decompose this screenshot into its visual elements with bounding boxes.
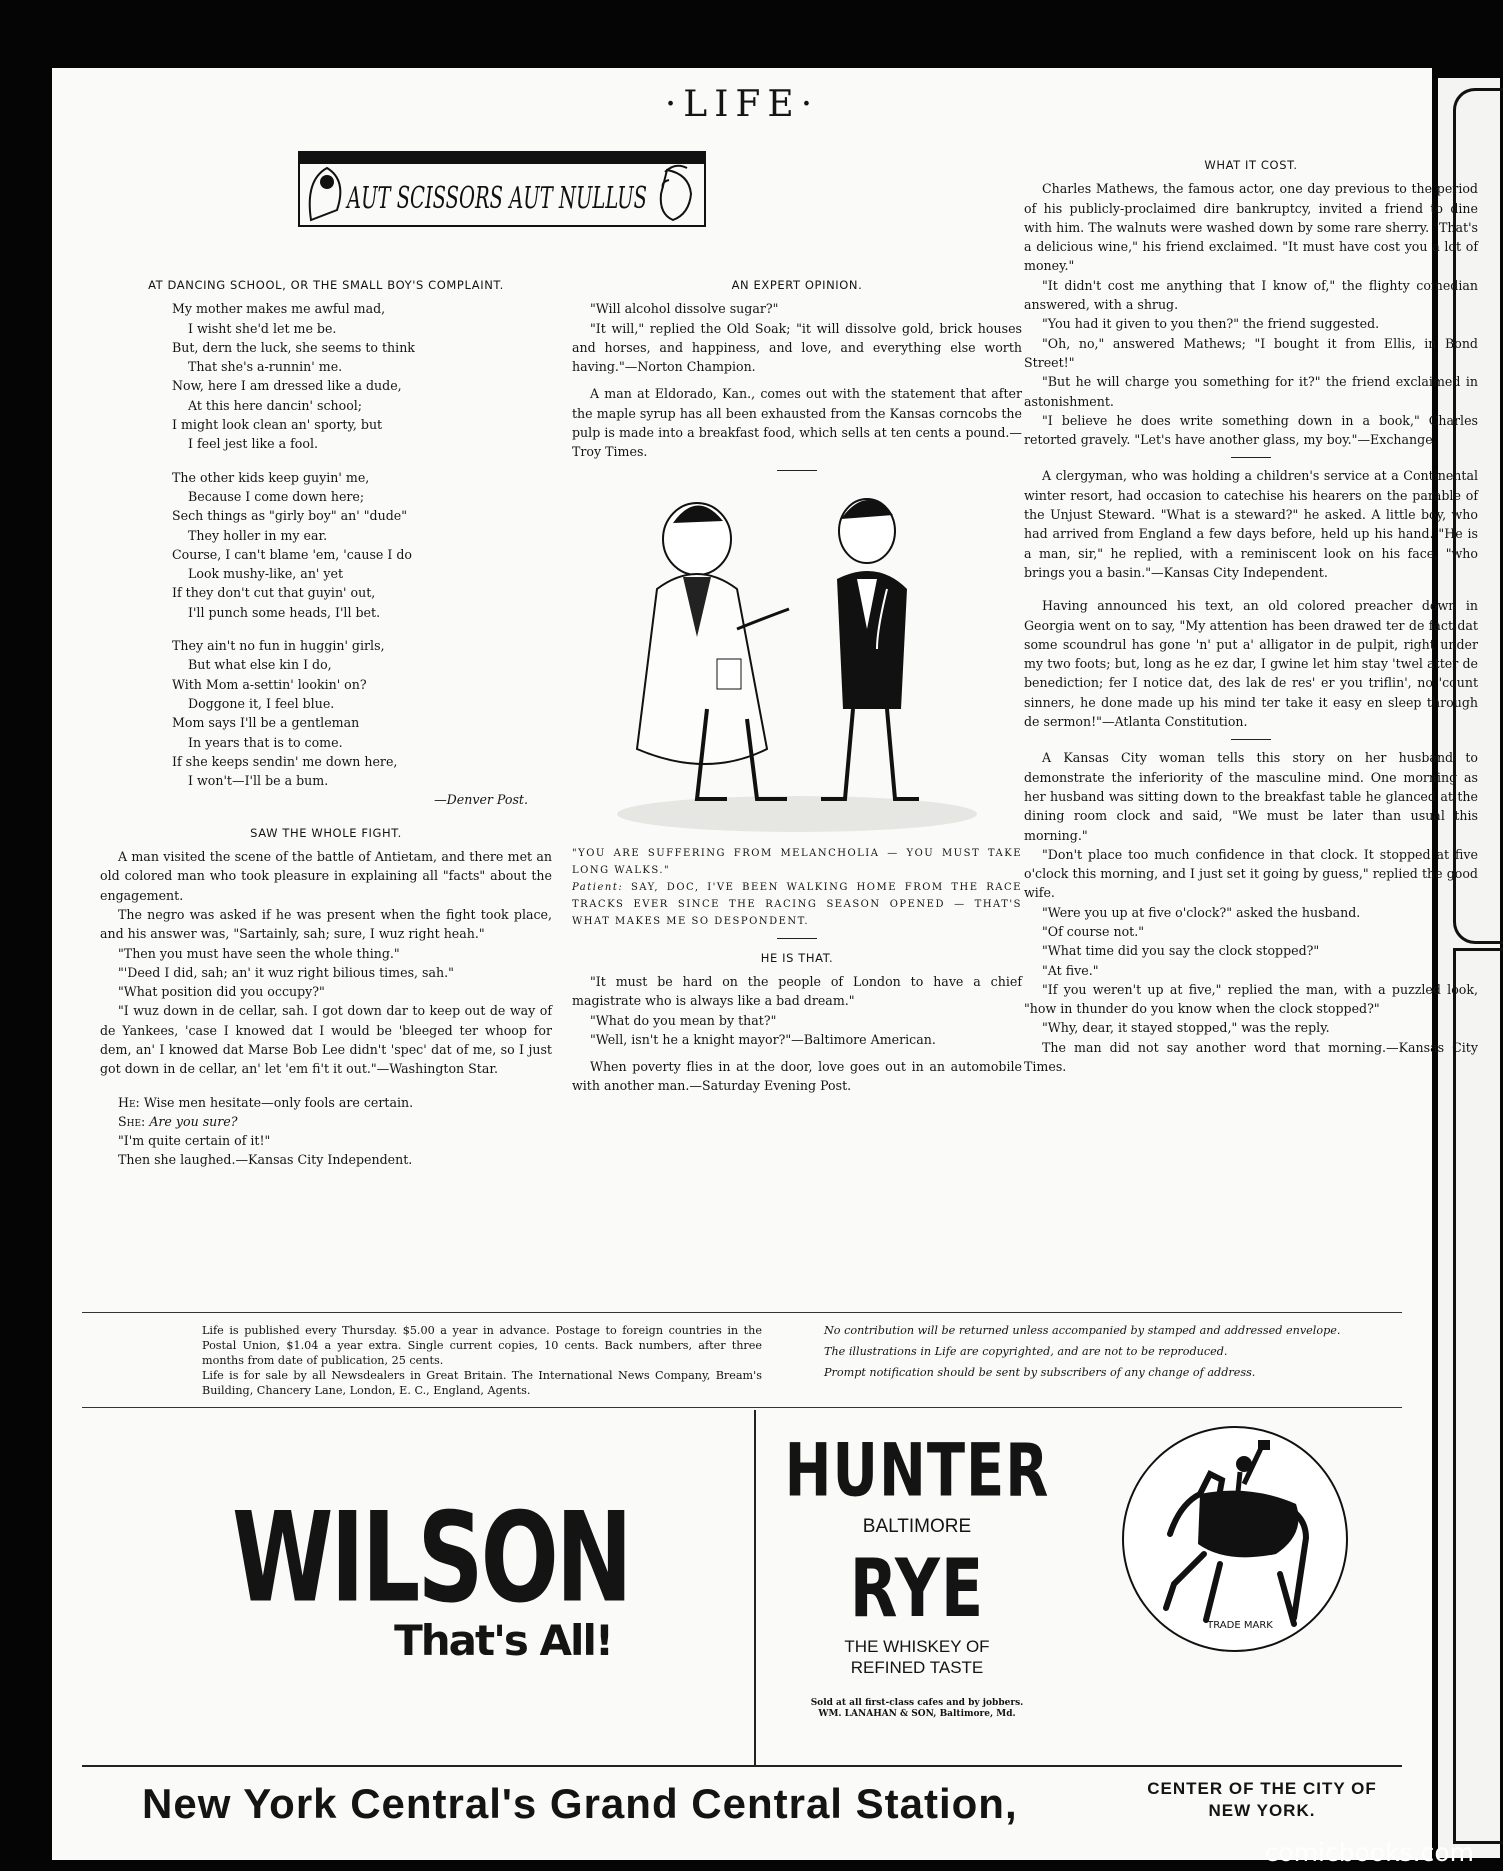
hunter-rye: RYE <box>849 1540 985 1636</box>
poem-line: In years that is to come. <box>188 734 343 750</box>
hunter-sold: Sold at all first-class cafes and by jobbers. WM. LANAHAN & SON, Baltimore, Md. <box>810 1698 1024 1719</box>
paragraph: A clergyman, who was holding a children's service at a Continental winter resort, had occasion to catechise his hearers on the parable of the Unjust Steward. "What is a steward?" he asked. A little boy, who had arrived from England a few days before, held up his hand. "He is a man, sir," he replied, with a reminiscent look on his face, "who brings you a basin."—Kansas City Independent. <box>1024 468 1478 580</box>
paragraph: Charles Mathews, the famous actor, one day previous to the period of his publicly-proclaimed dire bankruptcy, invited a friend to dine with him. The walnuts were washed down by some rare sherry. "That's a delicious wine," his friend exclaimed. "It must have cost you a lot of money." <box>1024 181 1478 274</box>
nyc-headline: New York Central's Grand Central Station, <box>142 1780 1018 1827</box>
paragraph: "'Deed I did, sah; an' it wuz right bilious times, sah." <box>118 964 454 980</box>
poem-line: But, dern the luck, she seems to think <box>172 339 415 355</box>
cartoon-illustration <box>587 479 1007 839</box>
poem-stanza-1 <box>100 299 552 453</box>
poem-line: If she keeps sendin' me down here, <box>172 753 398 769</box>
hunter-title: HUNTER <box>784 1429 1050 1514</box>
caption-patient: Patient: SAY, DOC, I'VE BEEN WALKING HOME FROM THE RACE TRACKS EVER SINCE THE RACING SEASON OPENED — THAT'S WHAT MAKES ME SO DESPONDENT. <box>572 881 1022 927</box>
paragraph: "Well, isn't he a knight mayor?"—Baltimore American. <box>590 1031 936 1047</box>
poem-line: Look mushy-like, an' yet <box>188 566 344 582</box>
poem-line: The other kids keep guyin' me, <box>172 469 370 485</box>
poem-stanza-3 <box>100 636 552 790</box>
poem-line: Doggone it, I feel blue. <box>188 695 335 711</box>
banner-title: AUT SCISSORS AUT NULLUS <box>345 181 647 216</box>
paragraph: "At five." <box>1042 962 1099 978</box>
paragraph: A Kansas City woman tells this story on her husband to demonstrate the inferiority of the masculine mind. One morning as her husband was sitting down to the breakfast table he glanced at the dining room clock and said, "We must be later than usual this morning." <box>1024 750 1478 843</box>
column-left <box>100 276 552 1170</box>
cartoon-caption <box>572 845 1022 930</box>
hunter-slogan: THE WHISKEY OF REFINED TASTE <box>844 1637 990 1677</box>
section-banner <box>297 150 707 232</box>
poem-line: That she's a-runnin' me. <box>188 359 343 375</box>
paragraph: "It will," replied the Old Soak; "it will dissolve gold, brick houses and horses, and happiness, and love, and everything else worth having."—Norton Champion. <box>572 320 1022 375</box>
paragraph: "Why, dear, it stayed stopped," was the reply. <box>1042 1020 1330 1036</box>
notice-left <box>202 1323 762 1398</box>
notice-subscription: Life is published every Thursday. $5.00 a year in advance. Postage to foreign countries in the Postal Union, $1.04 a year extra. Single current copies, 10 cents. Back numbers, after three months from date of publication, 25 cents. <box>202 1324 762 1367</box>
hethat-title: HE IS THAT. <box>760 950 834 965</box>
wilson-ad <box>232 1485 630 1665</box>
paragraph: "Of course not." <box>1042 923 1145 939</box>
paragraph: Then she laughed.—Kansas City Independent. <box>118 1152 413 1168</box>
poem-line: At this here dancin' school; <box>188 397 363 413</box>
paragraph: "I believe he does write something down in a book," Charles retorted gravely. "Let's have another glass, my boy."—Exchange. <box>1024 412 1478 448</box>
column-middle <box>572 276 1022 1096</box>
paragraph: "What time did you say the clock stopped?" <box>1042 943 1320 959</box>
paragraph: "Were you up at five o'clock?" asked the husband. <box>1042 904 1361 920</box>
poem-line: I feel jest like a fool. <box>188 436 318 452</box>
poem-line: I'll punch some heads, I'll bet. <box>188 604 381 620</box>
paragraph: "It must be hard on the people of London to have a chief magistrate who is always like a bad dream." <box>572 973 1022 1009</box>
paragraph: "I'm quite certain of it!" <box>118 1133 271 1149</box>
poem-line: I won't—I'll be a bum. <box>188 773 329 789</box>
paragraph: "It didn't cost me anything that I know of," the flighty comedian answered, with a shrug. <box>1024 277 1478 313</box>
dialogue-he: He: Wise men hesitate—only fools are certain. <box>118 1094 414 1110</box>
poem-line: They ain't no fun in huggin' girls, <box>172 638 385 654</box>
poem-line: My mother makes me awful mad, <box>172 301 386 317</box>
notice-copyright: The illustrations in Life are copyrighted, and are not to be reproduced. <box>824 1345 1228 1358</box>
paragraph: Having announced his text, an old colored preacher down in Georgia went on to say, "My attention has been drawed ter de fact dat some scoundrul has gone 'n' put a' alligator in de pulpit, right under my two foots; but, long as he ez dar, I gwine let him stay 'twel atter de benediction; fer I notice dat, des lak de res' er you triflin', no 'count sinners, he done made up his mind ter take it easy en sleep through de sermon!"—Atlanta Constitution. <box>1024 598 1478 730</box>
poem-line: They holler in my ear. <box>188 527 328 543</box>
masthead: ·LIFE· <box>664 84 820 125</box>
poem-line: Course, I can't blame 'em, 'cause I do <box>172 546 412 562</box>
paragraph: "Then you must have seen the whole thing." <box>118 945 400 961</box>
horse-rider-trademark <box>1120 1424 1350 1654</box>
paragraph: The man did not say another word that morning.—Kansas City Times. <box>1024 1039 1478 1075</box>
nyc-tagline: CENTER OF THE CITY OF NEW YORK. <box>1147 1779 1377 1820</box>
paragraph: A man visited the scene of the battle of Antietam, and there met an old colored man who took pleasure in explaining all "facts" about the engagement. <box>100 849 552 903</box>
publication-notice <box>82 1312 1402 1408</box>
poem-line: With Mom a-settin' lookin' on? <box>172 676 367 692</box>
paragraph: "What do you mean by that?" <box>590 1012 777 1028</box>
poem-line: I wisht she'd let me be. <box>188 320 337 336</box>
dialogue-she: She: Are you sure? <box>118 1113 238 1129</box>
hunter-ad <box>782 1429 1052 1720</box>
poem-stanza-2 <box>100 468 552 622</box>
paragraph: "But he will charge you something for it?" the friend exclaimed in astonishment. <box>1024 374 1478 409</box>
caption-doctor: "YOU ARE SUFFERING FROM MELANCHOLIA — YOU MUST TAKE LONG WALKS." <box>572 847 1022 876</box>
nyc-station-ad <box>82 1768 1402 1848</box>
hunter-city: BALTIMORE <box>862 1516 972 1537</box>
fight-title: SAW THE WHOLE FIGHT. <box>250 825 402 840</box>
poem-line: I might look clean an' sporty, but <box>172 417 383 433</box>
poem-line: Sech things as "girly boy" an' "dude" <box>172 508 408 524</box>
poem-line: But what else kin I do, <box>188 657 332 673</box>
wilson-tagline: That's All! <box>394 1616 612 1665</box>
poem-line: Now, here I am dressed like a dude, <box>172 378 402 394</box>
notice-address: Prompt notification should be sent by subscribers of any change of address. <box>824 1366 1256 1379</box>
paragraph: "I wuz down in de cellar, sah. I got down dar to keep out de way of de Yankees, 'case I knowed dat I would be 'bleeged ter whoop for dem, an' I knowed dat Marse Bob Lee didn't 'spec' dat of me, so I just got down in de cellar, an' let 'em fi't it out."—Washington Star. <box>100 1003 552 1077</box>
paragraph: "Oh, no," answered Mathews; "I bought it from Ellis, in Bond Street!" <box>1024 335 1478 370</box>
paragraph: "You had it given to you then?" the friend suggested. <box>1042 316 1380 332</box>
notice-contributions: No contribution will be returned unless accompanied by stamped and addressed envelope. <box>824 1324 1341 1337</box>
paragraph: When poverty flies in at the door, love goes out in an automobile with another man.—Saturday Evening Post. <box>572 1059 1022 1094</box>
magazine-page <box>52 68 1478 1860</box>
poem-line: If they don't cut that guyin' out, <box>172 585 376 601</box>
poem-line: Because I come down here; <box>188 488 365 504</box>
trademark-label: TRADE MARK <box>1207 1620 1273 1631</box>
advertisements <box>82 1410 1402 1767</box>
poem-title: AT DANCING SCHOOL, OR THE SMALL BOY'S COMPLAINT. <box>148 278 504 292</box>
notice-newsdealers: Life is for sale by all Newsdealers in Great Britain. The International News Company, Bream's Building, Chancery Lane, London, E. C., England, Agents. <box>202 1369 762 1397</box>
paragraph: "Will alcohol dissolve sugar?" <box>590 301 779 317</box>
site-watermark: comicbooks.com <box>1264 1838 1474 1867</box>
paragraph: "Don't place too much confidence in that clock. It stopped at five o'clock this morning, and I just set it going by guess," replied the good wife. <box>1024 846 1478 901</box>
opinion-title: AN EXPERT OPINION. <box>731 278 863 292</box>
paragraph: "What position did you occupy?" <box>118 984 325 1000</box>
cost-title: WHAT IT COST. <box>1204 158 1298 172</box>
paragraph: A man at Eldorado, Kan., comes out with the statement that after the maple syrup has all been exhausted from the Kansas corncobs the pulp is made into a breakfast food, which sells at ten cents a pound.—Troy Times. <box>572 386 1022 460</box>
paragraph: The negro was asked if he was present when the fight took place, and his answer was, "Sartainly, sah; sure, I wuz right heah." <box>100 906 552 942</box>
poem-line: Mom says I'll be a gentleman <box>172 715 360 731</box>
poem-attribution: —Denver Post. <box>434 792 528 808</box>
wilson-title: WILSON <box>232 1485 630 1631</box>
column-right <box>1024 156 1478 1076</box>
notice-right <box>824 1323 1384 1386</box>
paragraph: "If you weren't up at five," replied the man, with a puzzled look, "how in thunder do you know when the clock stopped?" <box>1024 981 1478 1017</box>
